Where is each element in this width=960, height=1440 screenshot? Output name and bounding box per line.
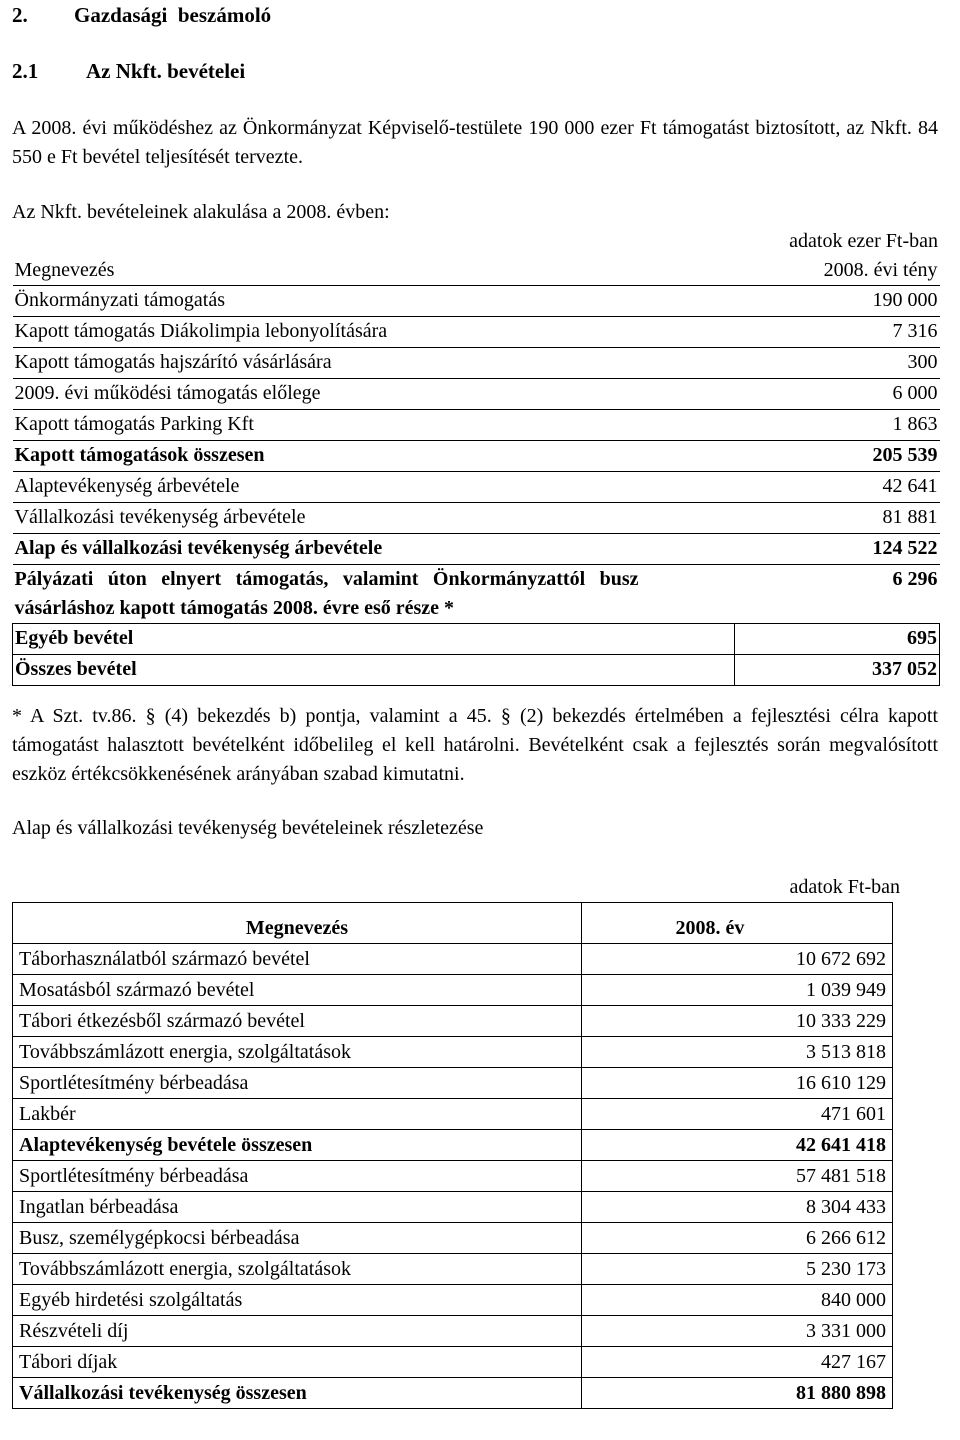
row-name: Sportlétesítmény bérbeadása xyxy=(13,1161,582,1192)
table-row-grand-total xyxy=(13,655,940,686)
table-row xyxy=(13,944,893,975)
table-row-multiline xyxy=(13,565,940,624)
row-name: Alap és vállalkozási tevékenység árbevétele xyxy=(13,534,735,565)
table-row-total xyxy=(13,534,940,565)
income-table xyxy=(12,256,940,686)
row-name: Továbbszámlázott energia, szolgáltatások xyxy=(13,1254,582,1285)
row-value: 3 331 000 xyxy=(582,1316,893,1347)
table-row xyxy=(13,503,940,534)
subsection-title: Az Nkft. bevételei xyxy=(86,59,246,83)
row-name: Kapott támogatások összesen xyxy=(13,441,735,472)
row-value: 300 xyxy=(735,348,940,379)
table-row xyxy=(13,348,940,379)
row-value: 10 333 229 xyxy=(582,1006,893,1037)
row-name: Vállalkozási tevékenység árbevétele xyxy=(13,503,735,534)
row-value: 7 316 xyxy=(735,317,940,348)
table-row xyxy=(13,1161,893,1192)
footnote: * A Szt. tv.86. § (4) bekezdés b) pontja, valamint a 45. § (2) bekezdés értelmében a fejlesztési célra kapott támogatást halasztott bevételként időbelileg el kell határolni. Bevételként csak a fejlesztés során megvalósított eszköz értékcsökkenésének arányában szabad kimutatni. xyxy=(12,705,938,785)
table-header-row xyxy=(13,256,940,286)
row-value: 1 039 949 xyxy=(582,975,893,1006)
row-value: 42 641 xyxy=(735,472,940,503)
detail-table xyxy=(12,902,893,1409)
row-name: Lakbér xyxy=(13,1099,582,1130)
table-row xyxy=(13,1037,893,1068)
table2-unit-note: adatok Ft-ban xyxy=(789,876,900,898)
table-row-total xyxy=(13,1130,893,1161)
row-name: Mosatásból származó bevétel xyxy=(13,975,582,1006)
section-title: Gazdasági beszámoló xyxy=(74,3,272,27)
table-row xyxy=(13,1006,893,1037)
table-row xyxy=(13,1347,893,1378)
table1-unit-note: adatok ezer Ft-ban xyxy=(789,230,938,252)
row-value: 205 539 xyxy=(735,441,940,472)
detail-title: Alap és vállalkozási tevékenység bevételeinek részletezése xyxy=(12,817,484,839)
row-name: Vállalkozási tevékenység összesen xyxy=(13,1378,582,1409)
row-name: Alaptevékenység árbevétele xyxy=(13,472,735,503)
row-value: 124 522 xyxy=(735,534,940,565)
row-name: Részvételi díj xyxy=(13,1316,582,1347)
table-row xyxy=(13,1316,893,1347)
header-value: 2008. év xyxy=(582,903,893,944)
row-name: Önkormányzati támogatás xyxy=(13,286,735,317)
row-name: Sportlétesítmény bérbeadása xyxy=(13,1068,582,1099)
row-value: 840 000 xyxy=(582,1285,893,1316)
row-name: Egyéb hirdetési szolgáltatás xyxy=(13,1285,582,1316)
income-intro: Az Nkft. bevételeinek alakulása a 2008. évben: xyxy=(12,201,390,223)
header-value: 2008. évi tény xyxy=(823,259,938,281)
row-value: 5 230 173 xyxy=(582,1254,893,1285)
row-value: 427 167 xyxy=(582,1347,893,1378)
table-row-total xyxy=(13,1378,893,1409)
section-number: 2. xyxy=(12,3,28,27)
row-value: 6 000 xyxy=(735,379,940,410)
row-name: Összes bevétel xyxy=(13,655,735,686)
table-row xyxy=(13,472,940,503)
row-value: 695 xyxy=(735,624,940,655)
table-row xyxy=(13,1068,893,1099)
row-value: 57 481 518 xyxy=(582,1161,893,1192)
row-name: Pályázati úton elnyert támogatás, valamint Önkormányzattól busz vásárláshoz kapott támogatás 2008. évre eső része * xyxy=(14,568,639,619)
section-heading xyxy=(12,1,271,30)
row-value: 3 513 818 xyxy=(582,1037,893,1068)
table-row xyxy=(13,1285,893,1316)
row-name: Tábori étkezésből származó bevétel xyxy=(13,1006,582,1037)
row-name: Alaptevékenység bevétele összesen xyxy=(13,1130,582,1161)
row-value: 42 641 418 xyxy=(582,1130,893,1161)
row-value: 337 052 xyxy=(735,655,940,686)
row-value: 471 601 xyxy=(582,1099,893,1130)
table-row xyxy=(13,1223,893,1254)
row-value: 6 296 xyxy=(735,565,940,624)
row-name: Kapott támogatás Diákolimpia lebonyolítására xyxy=(13,317,735,348)
table-row xyxy=(13,317,940,348)
row-value: 6 266 612 xyxy=(582,1223,893,1254)
table-row xyxy=(13,379,940,410)
table-row xyxy=(13,410,940,441)
row-name: Kapott támogatás hajszárító vásárlására xyxy=(13,348,735,379)
table-row-other xyxy=(13,624,940,655)
table-row xyxy=(13,1254,893,1285)
header-name: Megnevezés xyxy=(13,903,582,944)
intro-paragraph: A 2008. évi működéshez az Önkormányzat Képviselő-testülete 190 000 ezer Ft támogatást biztosított, az Nkft. 84 550 e Ft bevétel teljesítését tervezte. xyxy=(12,117,938,168)
table-row xyxy=(13,1099,893,1130)
row-name: 2009. évi működési támogatás előlege xyxy=(13,379,735,410)
row-name: Ingatlan bérbeadása xyxy=(13,1192,582,1223)
row-name: Busz, személygépkocsi bérbeadása xyxy=(13,1223,582,1254)
row-value: 190 000 xyxy=(735,286,940,317)
table-row xyxy=(13,286,940,317)
row-value: 1 863 xyxy=(735,410,940,441)
row-name: Egyéb bevétel xyxy=(13,624,735,655)
subsection-heading xyxy=(12,57,245,86)
row-name: Tábori díjak xyxy=(13,1347,582,1378)
table-row xyxy=(13,975,893,1006)
table-row-total xyxy=(13,441,940,472)
subsection-number: 2.1 xyxy=(12,59,39,83)
table-header-row xyxy=(13,903,893,944)
row-value: 8 304 433 xyxy=(582,1192,893,1223)
row-value: 81 881 xyxy=(735,503,940,534)
header-name: Megnevezés xyxy=(14,259,115,281)
row-name: Kapott támogatás Parking Kft xyxy=(13,410,735,441)
row-value: 81 880 898 xyxy=(582,1378,893,1409)
table-row xyxy=(13,1192,893,1223)
row-value: 10 672 692 xyxy=(582,944,893,975)
row-value: 16 610 129 xyxy=(582,1068,893,1099)
row-name: Továbbszámlázott energia, szolgáltatások xyxy=(13,1037,582,1068)
row-name: Táborhasználatból származó bevétel xyxy=(13,944,582,975)
